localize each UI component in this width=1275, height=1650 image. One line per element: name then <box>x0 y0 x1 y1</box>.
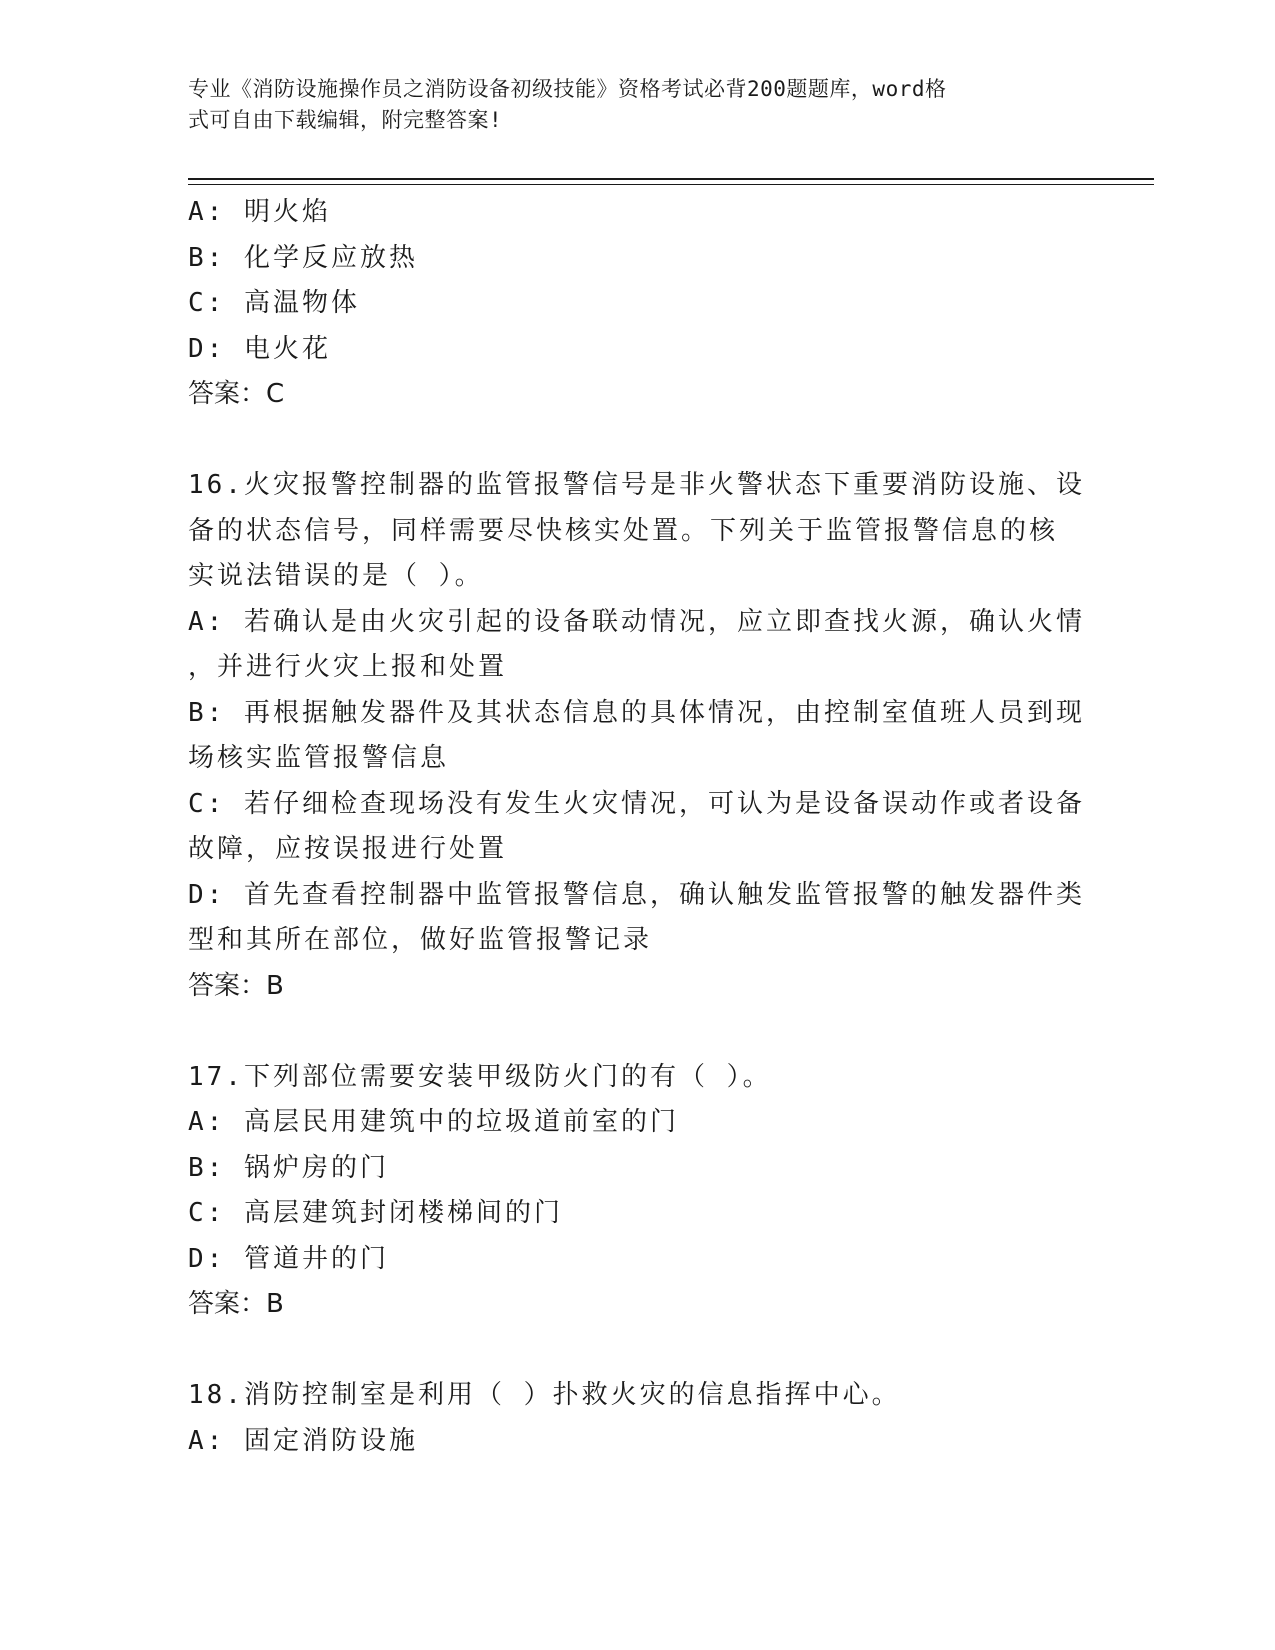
q18-stem: 18.消防控制室是利用（ ）扑救火灾的信息指挥中心。 <box>188 1380 901 1410</box>
q16-option-c-line-2: 故障，应按误报进行处置 <box>188 834 508 864</box>
q17-option-c: C: 高层建筑封闭楼梯间的门 <box>188 1198 563 1228</box>
q18-option-a: A: 固定消防设施 <box>188 1425 418 1456</box>
question-17 <box>188 1055 1088 1328</box>
question-content <box>188 190 1088 1464</box>
q17-stem: 17.下列部位需要安装甲级防火门的有（ ）。 <box>188 1061 772 1092</box>
header-divider-thick <box>188 178 1154 180</box>
q16-stem-line-2: 备的状态信号，同样需要尽快核实处置。下列关于监管报警信息的核 <box>188 515 1059 546</box>
q16-option-d-line-1: D: 首先查看控制器中监管报警信息，确认触发监管报警的触发器件类 <box>188 879 1085 910</box>
q17-option-b: B: 锅炉房的门 <box>188 1152 389 1183</box>
document-header <box>188 74 1068 136</box>
q15-option-b: B: 化学反应放热 <box>188 242 418 273</box>
q16-stem-line-3: 实说法错误的是（ ）。 <box>188 561 484 591</box>
q17-option-d: D: 管道井的门 <box>188 1243 389 1274</box>
q16-option-a-line-2: ，并进行火灾上报和处置 <box>188 652 508 682</box>
q16-option-d-line-2: 型和其所在部位，做好监管报警记录 <box>188 925 653 955</box>
header-line-2: 式可自由下载编辑，附完整答案! <box>188 108 503 132</box>
q16-answer: 答案：B <box>188 970 284 1001</box>
q15-option-d: D: 电火花 <box>188 333 331 364</box>
q16-option-c-line-1: C: 若仔细检查现场没有发生火灾情况，可认为是设备误动作或者设备 <box>188 788 1085 819</box>
spacer <box>188 1328 1088 1374</box>
question-15 <box>188 190 1088 418</box>
q16-option-b-line-1: B: 再根据触发器件及其状态信息的具体情况，由控制室值班人员到现 <box>188 697 1085 728</box>
header-line-1: 专业《消防设施操作员之消防设备初级技能》资格考试必背200题题库，word格 <box>188 77 947 101</box>
question-16 <box>188 463 1088 1009</box>
q16-stem-line-1: 16.火灾报警控制器的监管报警信号是非火警状态下重要消防设施、设 <box>188 470 1085 500</box>
q15-option-c: C: 高温物体 <box>188 288 360 318</box>
q16-option-a-line-1: A: 若确认是由火灾引起的设备联动情况，应立即查找火源，确认火情 <box>188 606 1085 637</box>
question-18 <box>188 1373 1088 1464</box>
header-divider-thin <box>188 184 1154 185</box>
spacer <box>188 418 1088 464</box>
q16-option-b-line-2: 场核实监管报警信息 <box>188 743 450 773</box>
q17-option-a: A: 高层民用建筑中的垃圾道前室的门 <box>188 1107 679 1137</box>
q15-option-a: A: 明火焰 <box>188 197 331 227</box>
q17-answer: 答案：B <box>188 1289 284 1319</box>
q15-answer: 答案：C <box>188 379 285 409</box>
spacer <box>188 1009 1088 1055</box>
